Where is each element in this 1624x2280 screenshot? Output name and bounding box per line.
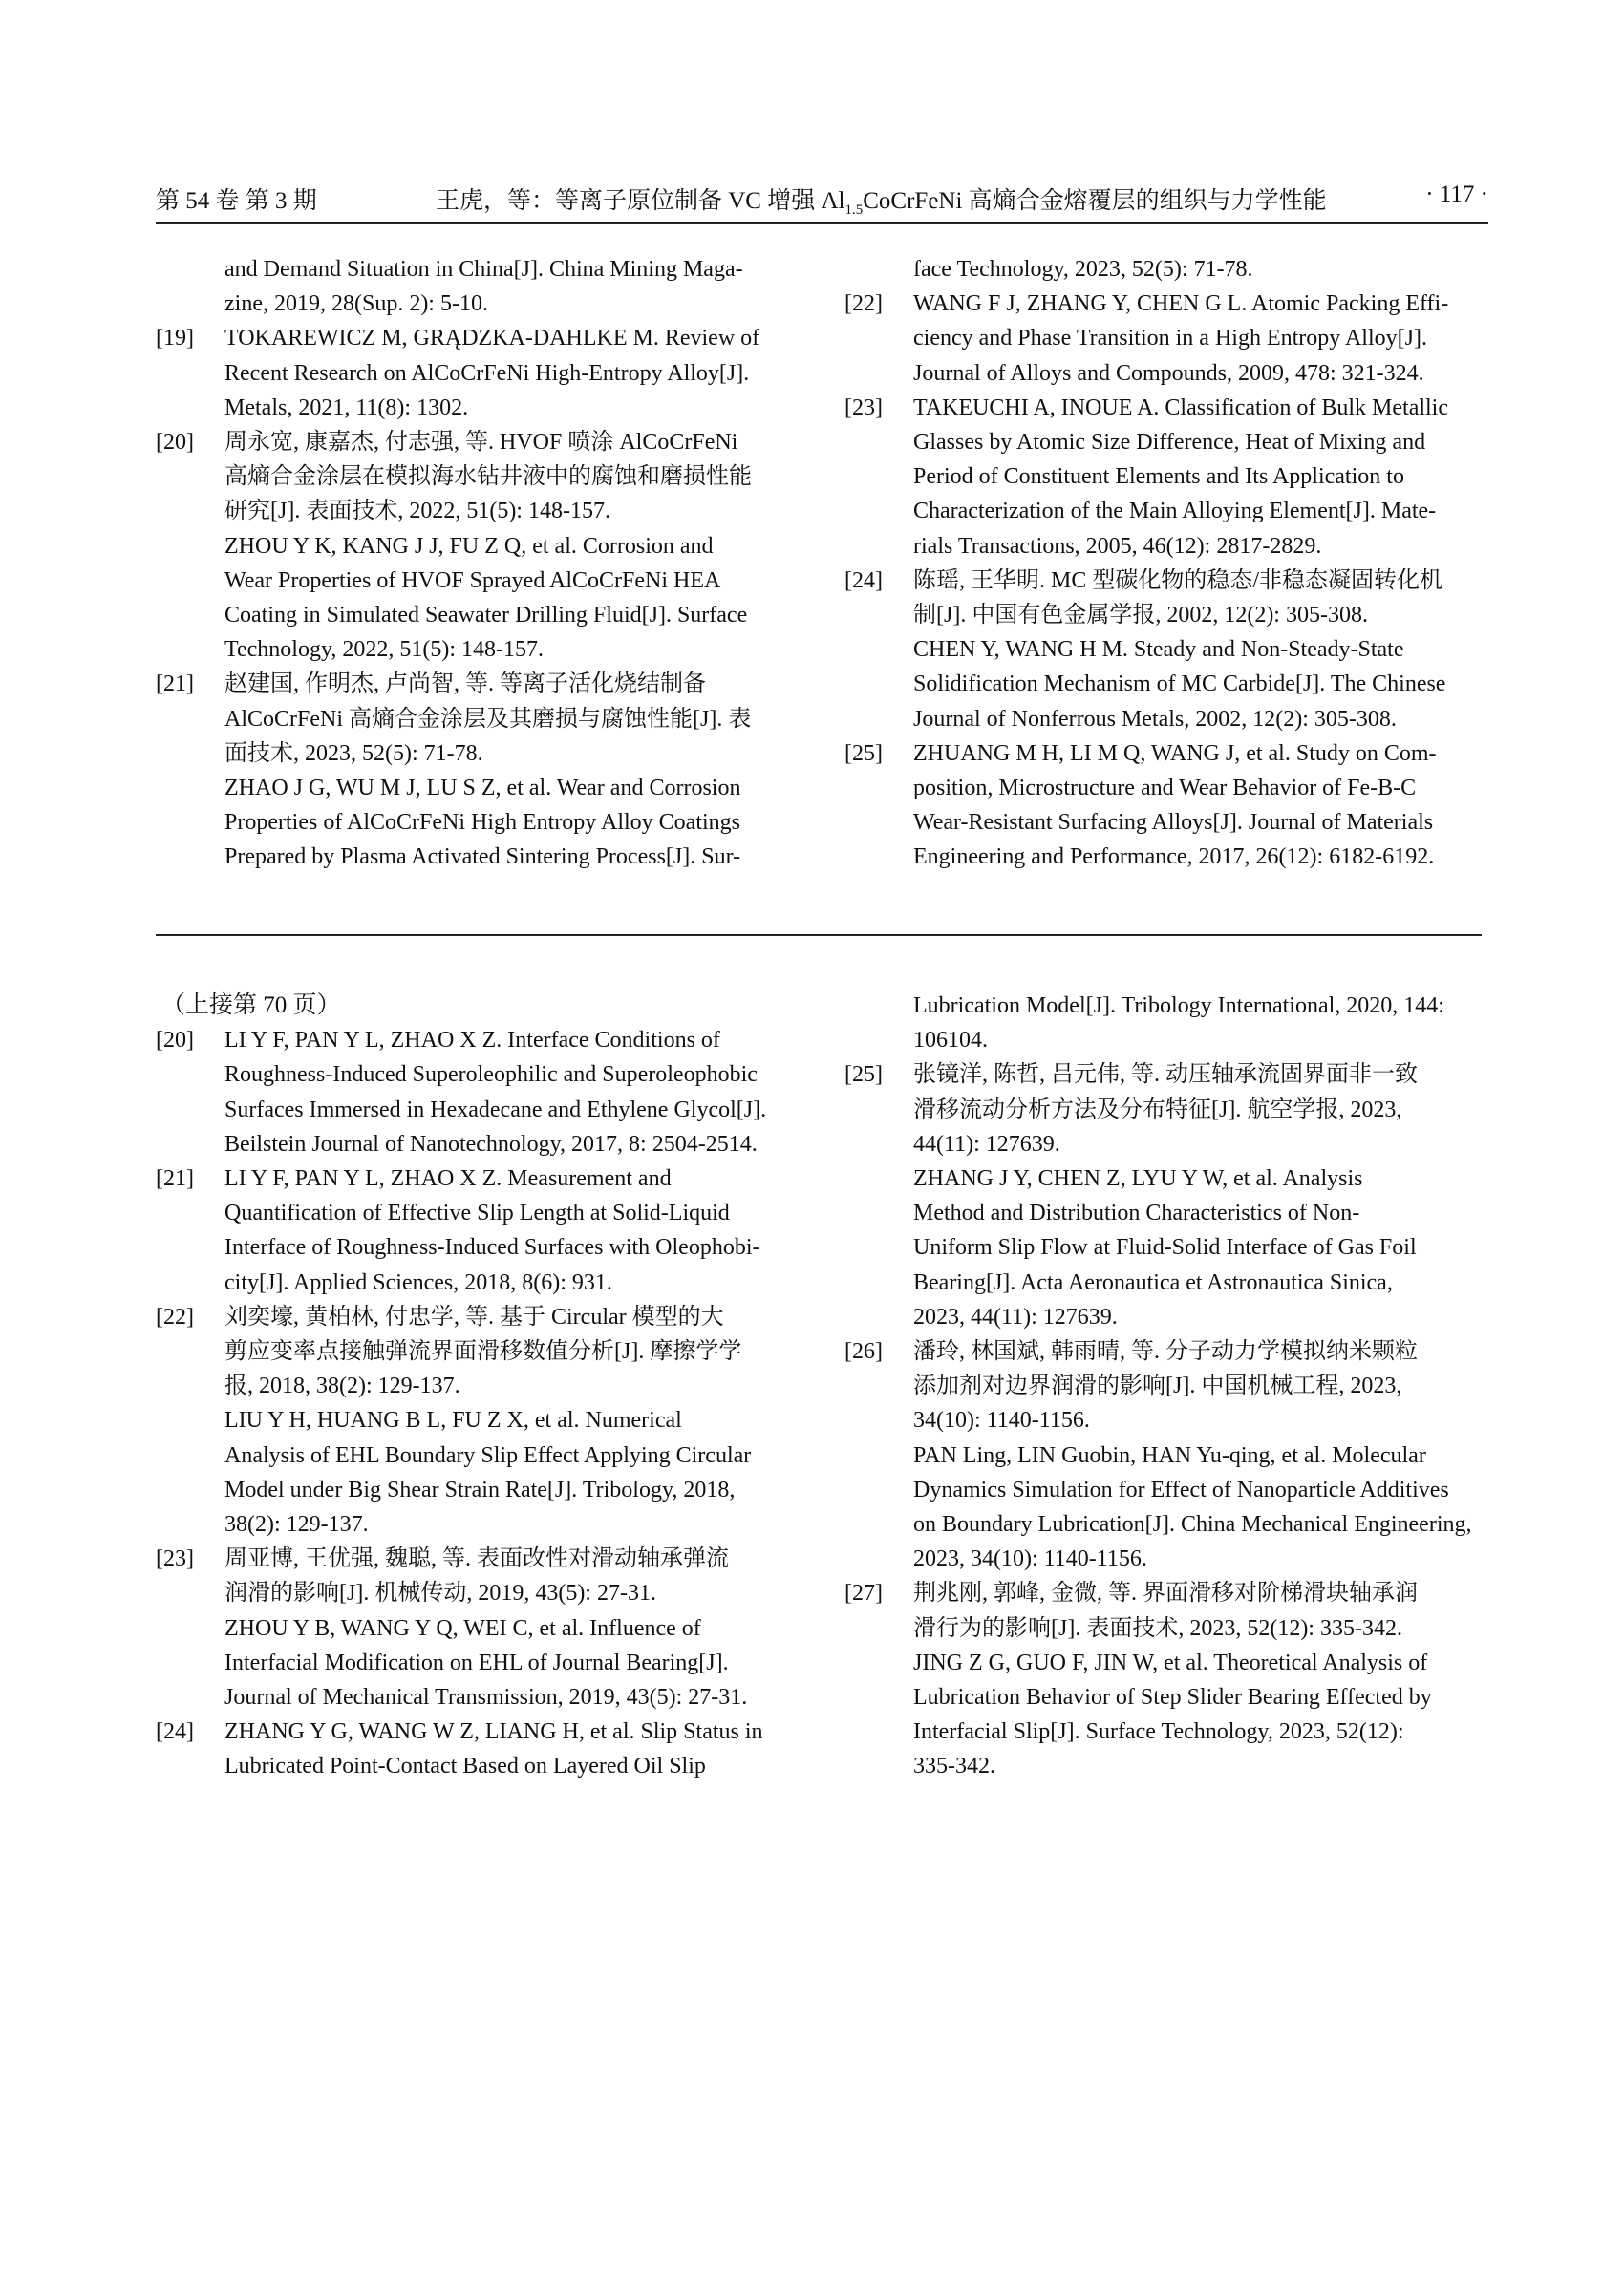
reference-item <box>156 425 794 667</box>
running-title-prefix: 王虎，等：等离子原位制备 VC 增强 Al <box>436 188 845 214</box>
reference-line: Interfacial Modification on EHL of Journal Bearing[J]. <box>224 1650 729 1675</box>
reference-line: Journal of Nonferrous Metals, 2002, 12(2): 305-308. <box>913 706 1397 732</box>
reference-line: 34(10): 1140-1156. <box>913 1408 1090 1434</box>
reference-line: 335-342. <box>913 1754 995 1779</box>
reference-line: Roughness-Induced Superoleophilic and Superoleophobic <box>224 1062 758 1088</box>
reference-line: AlCoCrFeNi 高熵合金涂层及其磨损与腐蚀性能[J]. 表 <box>224 706 752 732</box>
reference-item <box>156 1300 794 1542</box>
reference-number: [19] <box>156 326 194 352</box>
reference-line: TAKEUCHI A, INOUE A. Classification of Bulk Metallic <box>913 394 1449 420</box>
bottom-left-column <box>156 989 794 1784</box>
reference-number: [20] <box>156 1028 194 1054</box>
reference-number: [20] <box>156 430 194 456</box>
reference-line: Lubrication Behavior of Step Slider Bearing Effected by <box>913 1685 1432 1711</box>
reference-item <box>844 1057 1483 1334</box>
reference-line: 陈瑶, 王华明. MC 型碳化物的稳态/非稳态凝固转化机 <box>913 567 1443 593</box>
reference-number: [25] <box>844 1062 883 1088</box>
reference-line: ZHUANG M H, LI M Q, WANG J, et al. Study on Com- <box>913 740 1437 766</box>
running-header <box>156 172 1488 224</box>
reference-line: Wear-Resistant Surfacing Alloys[J]. Journal of Materials <box>913 810 1434 836</box>
reference-line: 2023, 34(10): 1140-1156. <box>913 1546 1147 1572</box>
reference-line: 制[J]. 中国有色金属学报, 2002, 12(2): 305-308. <box>913 603 1368 629</box>
reference-line: Metals, 2021, 11(8): 1302. <box>224 394 469 420</box>
reference-line: rials Transactions, 2005, 46(12): 2817-2829. <box>913 533 1322 559</box>
reference-line: Engineering and Performance, 2017, 26(12): 6182-6192. <box>913 844 1435 870</box>
volume-issue: 第 54 卷 第 3 期 <box>156 188 317 214</box>
reference-line: 2023, 44(11): 127639. <box>913 1304 1118 1330</box>
reference-line: Journal of Alloys and Compounds, 2009, 478: 321-324. <box>913 360 1424 386</box>
reference-line: 赵建国, 作明杰, 卢尚智, 等. 等离子活化烧结制备 <box>224 671 706 697</box>
reference-line: LI Y F, PAN Y L, ZHAO X Z. Interface Conditions of <box>224 1028 720 1054</box>
reference-item <box>844 736 1483 875</box>
reference-line: 38(2): 129-137. <box>224 1512 369 1538</box>
reference-line: 滑移流动分析方法及分布特征[J]. 航空学报, 2023, <box>913 1097 1402 1122</box>
reference-line: 面技术, 2023, 52(5): 71-78. <box>224 740 483 766</box>
reference-line: Coating in Simulated Seawater Drilling Fluid[J]. Surface <box>224 603 748 629</box>
running-title-subscript: 1.5 <box>844 202 864 218</box>
reference-line: Interfacial Slip[J]. Surface Technology, 2023, 52(12): <box>913 1719 1404 1745</box>
reference-line: 周亚博, 王优强, 魏聪, 等. 表面改性对滑动轴承弹流 <box>224 1546 729 1572</box>
running-title-suffix: CoCrFeNi 高熵合金熔覆层的组织与力学性能 <box>863 188 1327 214</box>
reference-line: WANG F J, ZHANG Y, CHEN G L. Atomic Packing Effi- <box>913 291 1449 317</box>
reference-line: 剪应变率点接触弹流界面滑移数值分析[J]. 摩擦学学 <box>224 1339 742 1365</box>
reference-line: 报, 2018, 38(2): 129-137. <box>224 1374 460 1399</box>
reference-line: 添加剂对边界润滑的影响[J]. 中国机械工程, 2023, <box>913 1374 1402 1399</box>
reference-item <box>844 564 1483 736</box>
reference-line: ZHAO J G, WU M J, LU S Z, et al. Wear and Corrosion <box>224 776 741 801</box>
reference-line: Uniform Slip Flow at Fluid-Solid Interface of Gas Foil <box>913 1235 1417 1261</box>
reference-number: [23] <box>156 1546 194 1572</box>
reference-line: Interface of Roughness-Induced Surfaces with Oleophobi- <box>224 1235 760 1261</box>
reference-line: 周永宽, 康嘉杰, 付志强, 等. HVOF 喷涂 AlCoCrFeNi <box>224 430 738 456</box>
reference-line: 44(11): 127639. <box>913 1131 1060 1157</box>
reference-line: Dynamics Simulation for Effect of Nanoparticle Additives <box>913 1477 1449 1502</box>
reference-item <box>844 287 1483 391</box>
reference-line: 研究[J]. 表面技术, 2022, 51(5): 148-157. <box>224 499 610 524</box>
reference-line: Characterization of the Main Alloying Element[J]. Mate- <box>913 499 1437 524</box>
reference-number: [24] <box>156 1719 194 1745</box>
reference-line: zine, 2019, 28(Sup. 2): 5-10. <box>224 291 488 317</box>
reference-item <box>844 391 1483 564</box>
reference-line: CHEN Y, WANG H M. Steady and Non-Steady-State <box>913 637 1404 663</box>
reference-item <box>156 667 794 874</box>
reference-line: 滑行为的影响[J]. 表面技术, 2023, 52(12): 335-342. <box>913 1615 1402 1641</box>
reference-line: Beilstein Journal of Nanotechnology, 2017, 8: 2504-2514. <box>224 1131 758 1157</box>
reference-line: Method and Distribution Characteristics of Non- <box>913 1201 1360 1226</box>
reference-item <box>156 1161 794 1300</box>
reference-number: [22] <box>844 291 883 317</box>
reference-continuation <box>156 252 794 321</box>
reference-line: ZHANG Y G, WANG W Z, LIANG H, et al. Slip Status in <box>224 1719 763 1745</box>
reference-line: Period of Constituent Elements and Its Application to <box>913 464 1404 490</box>
reference-line: Recent Research on AlCoCrFeNi High-Entropy Alloy[J]. <box>224 360 750 386</box>
reference-number: [26] <box>844 1339 883 1365</box>
reference-line: Lubrication Model[J]. Tribology International, 2020, 144: <box>913 993 1444 1018</box>
top-right-column <box>844 252 1483 875</box>
reference-item <box>156 1542 794 1715</box>
reference-line: Journal of Mechanical Transmission, 2019, 43(5): 27-31. <box>224 1685 748 1711</box>
reference-number: [24] <box>844 567 883 593</box>
reference-number: [22] <box>156 1304 194 1330</box>
reference-line: Technology, 2022, 51(5): 148-157. <box>224 637 545 663</box>
reference-line: ciency and Phase Transition in a High Entropy Alloy[J]. <box>913 326 1427 352</box>
reference-number: [23] <box>844 394 883 420</box>
reference-number: [21] <box>156 1166 194 1191</box>
bottom-right-column <box>844 989 1483 1784</box>
reference-line: Solidification Mechanism of MC Carbide[J]. The Chinese <box>913 671 1446 697</box>
reference-number: [21] <box>156 671 194 697</box>
page-number: · 117 · <box>1425 181 1488 207</box>
reference-line: PAN Ling, LIN Guobin, HAN Yu-qing, et al. Molecular <box>913 1442 1426 1468</box>
reference-item <box>156 321 794 425</box>
reference-line: on Boundary Lubrication[J]. China Mechanical Engineering, <box>913 1512 1472 1538</box>
reference-continuation <box>844 252 1483 287</box>
reference-line: ZHOU Y B, WANG Y Q, WEI C, et al. Influence of <box>224 1615 701 1641</box>
reference-continuation <box>844 989 1483 1057</box>
reference-line: Properties of AlCoCrFeNi High Entropy Alloy Coatings <box>224 810 740 836</box>
reference-line: LIU Y H, HUANG B L, FU Z X, et al. Numerical <box>224 1408 682 1434</box>
reference-line: position, Microstructure and Wear Behavior of Fe-B-C <box>913 776 1417 801</box>
reference-line: 刘奕壕, 黄柏林, 付忠学, 等. 基于 Circular 模型的大 <box>224 1304 724 1330</box>
reference-line: and Demand Situation in China[J]. China Mining Maga- <box>224 257 743 282</box>
continued-from-note: （上接第 70 页） <box>161 992 341 1018</box>
reference-line: ZHOU Y K, KANG J J, FU Z Q, et al. Corrosion and <box>224 533 714 559</box>
reference-line: Bearing[J]. Acta Aeronautica et Astronautica Sinica, <box>913 1269 1393 1295</box>
reference-line: 106104. <box>913 1028 988 1054</box>
reference-line: 张镜洋, 陈哲, 吕元伟, 等. 动压轴承流固界面非一致 <box>913 1062 1418 1088</box>
reference-line: ZHANG J Y, CHEN Z, LYU Y W, et al. Analysis <box>913 1166 1363 1192</box>
reference-line: Model under Big Shear Strain Rate[J]. Tribology, 2018, <box>224 1477 736 1502</box>
reference-line: 润滑的影响[J]. 机械传动, 2019, 43(5): 27-31. <box>224 1581 656 1607</box>
reference-item <box>156 1715 794 1783</box>
top-left-column <box>156 252 794 875</box>
reference-line: Lubricated Point-Contact Based on Layered Oil Slip <box>224 1754 706 1779</box>
reference-line: face Technology, 2023, 52(5): 71-78. <box>913 257 1253 282</box>
reference-item <box>844 1576 1483 1783</box>
reference-line: Wear Properties of HVOF Sprayed AlCoCrFeNi HEA <box>224 567 721 593</box>
reference-item <box>844 1334 1483 1576</box>
reference-line: 荆兆刚, 郭峰, 金微, 等. 界面滑移对阶梯滑块轴承润 <box>913 1581 1418 1607</box>
reference-line: city[J]. Applied Sciences, 2018, 8(6): 931. <box>224 1269 612 1295</box>
reference-line: LI Y F, PAN Y L, ZHAO X Z. Measurement and <box>224 1166 672 1191</box>
reference-line: Surfaces Immersed in Hexadecane and Ethylene Glycol[J]. <box>224 1097 767 1122</box>
reference-line: JING Z G, GUO F, JIN W, et al. Theoretical Analysis of <box>913 1650 1428 1675</box>
reference-line: TOKAREWICZ M, GRĄDZKA-DAHLKE M. Review of <box>224 326 760 352</box>
reference-number: [25] <box>844 740 883 766</box>
section-divider <box>156 934 1482 936</box>
reference-line: Quantification of Effective Slip Length at Solid-Liquid <box>224 1201 730 1226</box>
reference-line: Prepared by Plasma Activated Sintering Process[J]. Sur- <box>224 844 741 870</box>
reference-line: Glasses by Atomic Size Difference, Heat of Mixing and <box>913 430 1426 456</box>
running-title <box>436 181 1327 219</box>
reference-line: 高熵合金涂层在模拟海水钻井液中的腐蚀和磨损性能 <box>224 464 752 490</box>
reference-line: 潘玲, 林国斌, 韩雨晴, 等. 分子动力学模拟纳米颗粒 <box>913 1339 1418 1365</box>
reference-item <box>156 1023 794 1161</box>
reference-line: Analysis of EHL Boundary Slip Effect Applying Circular <box>224 1442 752 1468</box>
reference-number: [27] <box>844 1581 883 1607</box>
